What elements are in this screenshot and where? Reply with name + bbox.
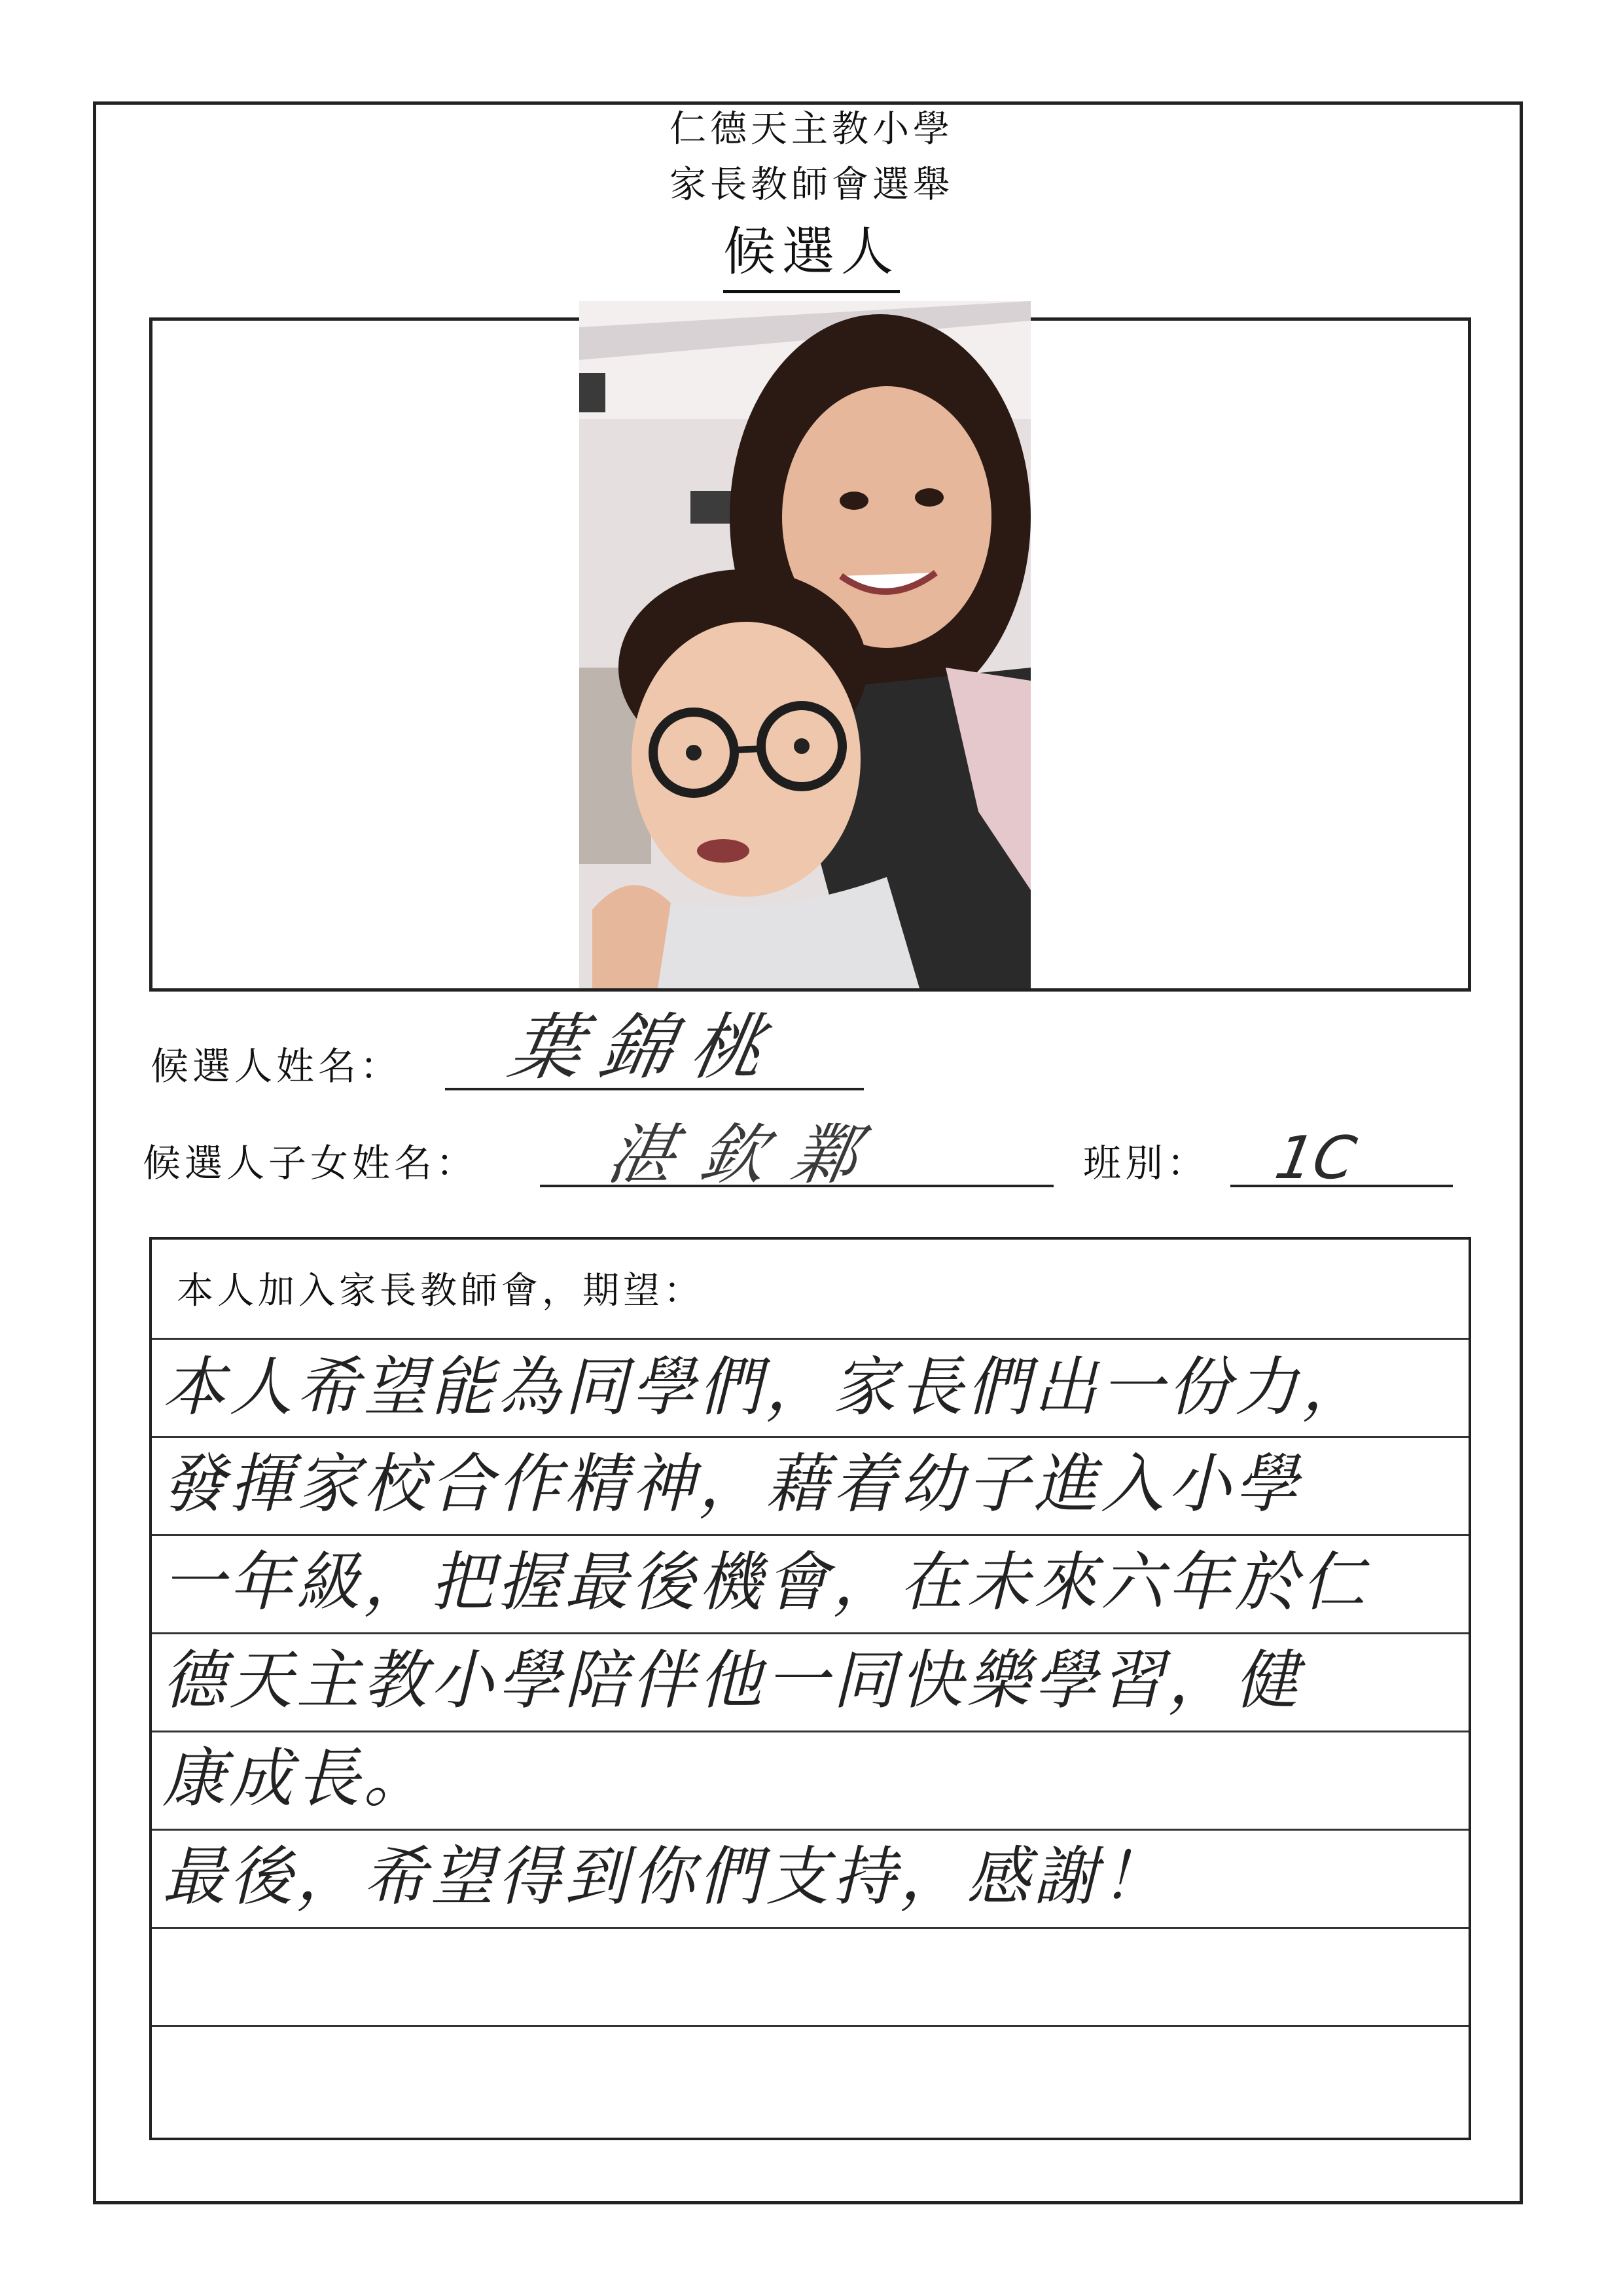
page-title: 候選人 [0,226,1623,278]
essay-rule [152,1731,1469,1732]
candidate-name-value: 葉錦桃 [503,1005,789,1089]
child-name-label: 候選人子女姓名： [143,1141,478,1185]
essay-line: 康成長。 [162,1742,431,1816]
candidate-name-label: 候選人姓名： [151,1044,402,1088]
essay-line: 德天主教小學陪伴他一同快樂學習，健 [162,1643,1302,1718]
essay-label: 本人加入家長教師會，期望： [177,1270,704,1312]
class-value: 1C [1270,1124,1361,1193]
child-name-value: 湛欽鄴 [601,1117,891,1193]
essay-line: 本人希望能為同學們，家長們出一份力， [162,1350,1369,1425]
essay-line: 一年級，把握最後機會，在未來六年於仁 [162,1545,1369,1620]
essay-rule [152,1338,1469,1340]
school-name: 仁德天主教小學 [669,108,954,151]
essay-rule [152,1829,1469,1831]
class-label: 班別： [1083,1141,1209,1185]
essay-line: 發揮家校合作精神，藉着幼子進入小學 [162,1447,1302,1522]
essay-line: 最後，希望得到你們支持，感謝！ [162,1840,1168,1914]
essay-rule [152,1534,1469,1536]
essay-rule [152,1927,1469,1929]
candidate-photo [579,301,1031,988]
election-title: 家長教師會選舉 [669,164,954,206]
essay-rule [152,2025,1469,2027]
essay-rule [152,1436,1469,1438]
essay-rule [152,1632,1469,1634]
